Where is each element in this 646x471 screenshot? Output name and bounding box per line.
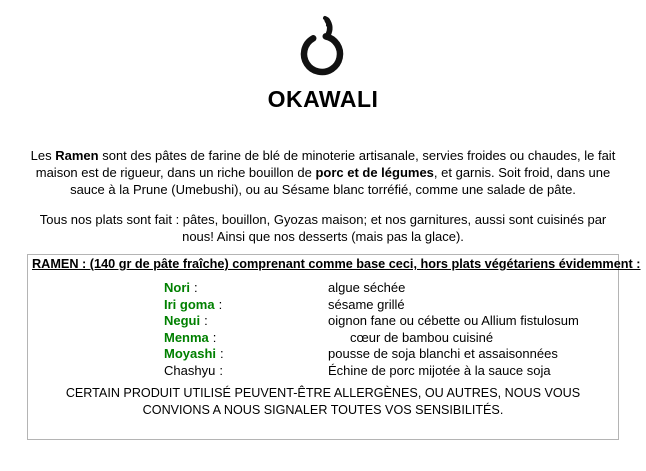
brush-circle-logo-icon (299, 14, 347, 78)
ingredient-description: cœur de bambou cuisiné (350, 329, 494, 345)
ingredient-name: Iri goma (164, 296, 215, 312)
ingredient-description: algue séchée (328, 280, 406, 295)
ingredient-list (32, 280, 614, 380)
colon: : (204, 313, 208, 329)
colon: : (194, 280, 198, 295)
colon: : (220, 346, 224, 362)
colon: : (219, 362, 223, 378)
intro-text: Les (30, 148, 56, 163)
colon: : (218, 296, 223, 312)
logo-container (0, 14, 646, 78)
ingredient-description: pousse de soja blanchi et assaisonnées (328, 346, 558, 362)
ingredient-row-nori (32, 280, 614, 297)
intro-bold-porc-legumes: porc et de légumes (315, 165, 434, 180)
intro-text: , et garnis. Soit froid, dans une sauce à la Prune (Umebushi), ou au Sésame blanc torréfié, comme une salade de pâte. (70, 165, 611, 197)
allergy-notice: CERTAIN PRODUIT UTILISÉ PEUVENT-ÊTRE ALLERGÈNES, OU AUTRES, NOUS VOUS CONVIONS A NOUS SIGNALER TOUTES VOS SENSIBILITÉS. (65, 385, 581, 417)
intro-text: sont des pâtes de farine de blé de minoterie artisanale, servies froides ou chaudes, le fait maison est de rigueur, dans un riche bouillon de (35, 148, 616, 180)
ingredient-description: sésame grillé (328, 296, 405, 312)
ingredient-name: Negui (164, 313, 201, 329)
page-title: OKAWALI (267, 86, 379, 112)
ingredient-description: Échine de porc mijotée à la sauce soja (328, 362, 551, 378)
ingredient-row-chashyu (32, 363, 614, 380)
ingredient-row-menma (32, 330, 614, 347)
ingredient-name: Nori (164, 280, 190, 295)
ingredient-row-moyashi (32, 346, 614, 363)
ingredient-name: Menma (164, 329, 209, 345)
ramen-base-box (27, 254, 641, 440)
intro-paragraph (25, 147, 621, 198)
ingredient-row-iri-goma (32, 297, 614, 314)
colon: : (212, 329, 217, 345)
menu-page (0, 14, 646, 471)
ingredient-name: Chashyu (164, 362, 216, 378)
ingredient-row-negui (32, 313, 614, 330)
ingredient-description: oignon fane ou cébette ou Allium fistulosum (328, 313, 579, 329)
ramen-box-header: RAMEN : (140 gr de pâte fraîche) comprenant comme base ceci, hors plats végétariens évidemment : (32, 257, 641, 271)
homemade-paragraph: Tous nos plats sont fait : pâtes, bouillon, Gyozas maison; et nos garnitures, aussi sont cuisinés par nous! Ainsi que nos desserts (mais pas la glace). (39, 212, 607, 244)
ingredient-name: Moyashi (164, 346, 217, 362)
intro-bold-ramen: Ramen (55, 148, 99, 163)
